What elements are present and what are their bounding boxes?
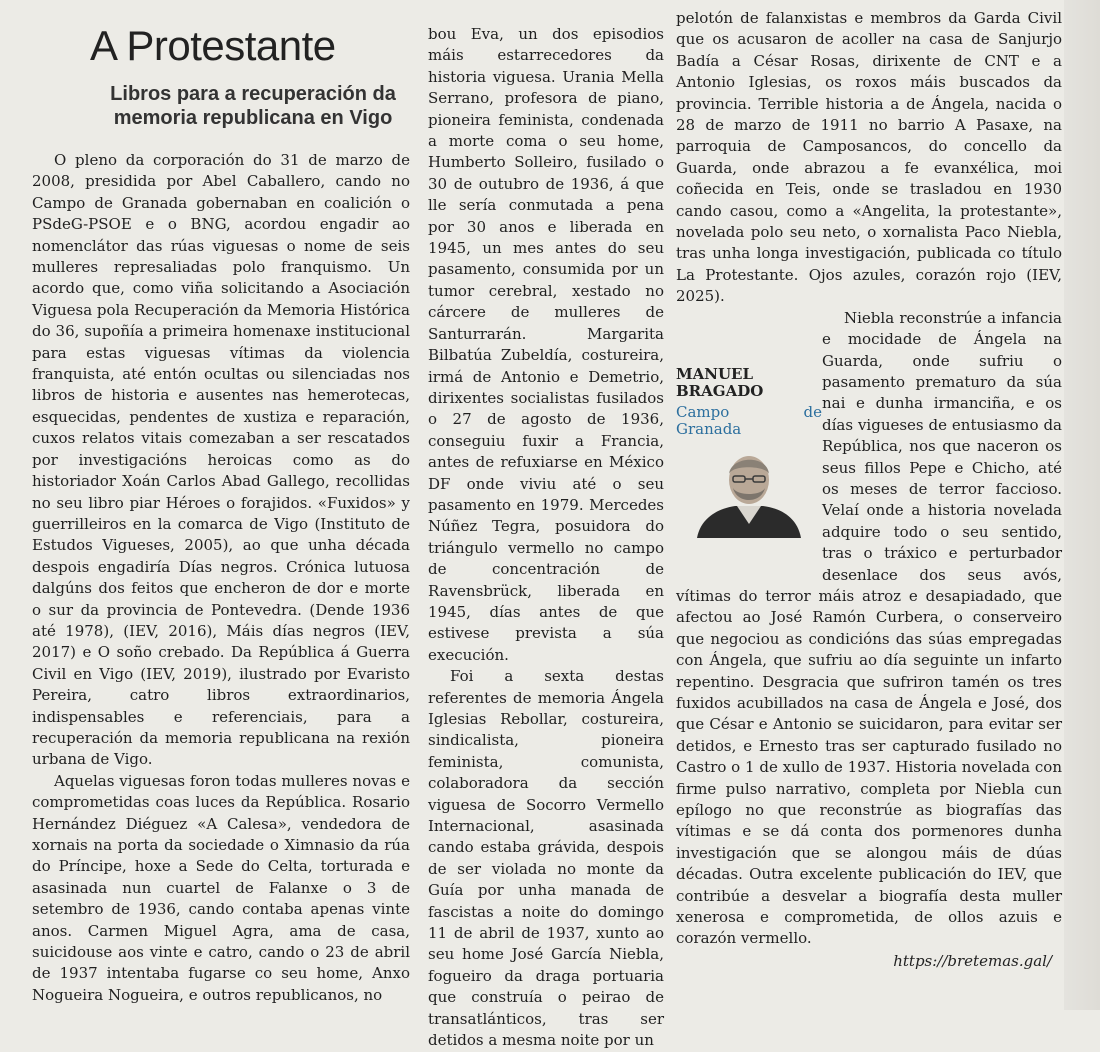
section-name: Campo de Granada	[676, 402, 822, 438]
source-url: https://bretemas.gal/	[893, 952, 1052, 970]
paragraph: pelotón de falanxistas e membros da Garda Civil que os acusaron de acoller na casa de Sanjurjo Badía a César Rosas, dirixente de CNT e a Antonio Iglesias, os roxos máis buscados da provincia. Terrible historia a de Ángela, nacida o 28 de marzo de 1911 no barrio A Pasaxe, na parroquia de Camposancos, do concello da Guarda, onde abrazou a fe evanxélica, moi coñecida en Teis, onde se trasladou en 1930 cando casou, como a «Angelita, la protestante», novelada polo seu neto, o xornalista Paco Niebla, tras unha longa investigación, publicada co título La Protestante. Ojos azules, corazón rojo (IEV, 2025).	[676, 9, 1062, 306]
article-column-1	[32, 150, 410, 1006]
author-photo	[687, 446, 811, 538]
paragraph: Niebla reconstrúe a infancia e mocidade de Ángela na Guarda, onde sufriu o pasamento prematuro da súa nai e dunha irmanciña, e os días vigueses de entusiasmo da República, nos que naceron os seus fillos Pepe e Chicho, até os meses de terror faccioso. Velaí onde a historia novelada adquire todo o seu sentido, tras o tráxico e perturbador desenlace dos seus avós, vítimas do terror máis atroz e desapiadado, que afectou ao José Ramón Curbera, o conserveiro que negociou as condicións das súas empregadas con Ángela, que sufriu ao día seguinte un infarto repentino. Desgracia que sufriron tamén os tres fuxidos acubillados na casa de Ángela e José, dos que César e Antonio se suicidaron, para evitar ser detidos, e Ernesto tras ser capturado fusilado no Castro o 1 de xullo de 1937. Historia novelada con firme pulso narrativo, completa por Niebla cun epílogo no que reconstrúe as biografías das vítimas e se dá conta dos pormenores dunha investigación que se alongou máis de dúas décadas. Outra excelente publicación do IEV, que contribúe a desvelar a biografía desta muller xenerosa e comprometida, de ollos azuis e corazón vermello.	[676, 308, 1062, 948]
article-column-3	[676, 8, 1062, 950]
paragraph: O pleno da corporación do 31 de marzo de 2008, presidida por Abel Caballero, cando no Campo de Granada gobernaban en coalición o PSdeG-PSOE e o BNG, acordou engadir ao nomenclátor das rúas viguesas o nome de seis mulleres represaliadas polo franquismo. Un acordo que, como viña solicitando a Asociación Viguesa pola Recuperación da Memoria Histórica do 36, supoñía a primeira homenaxe institucional para estas viguesas vítimas da violencia franquista, até entón ocultas ou silenciadas nos libros de historia e ausentes nas hemerotecas, esquecidas, pendentes de xustiza e reparación, cuxos relatos vitais comezaban a ser rescatados por investigacións heroicas como as do historiador Xoán Carlos Abad Gallego, recollidas no seu libro piar Héroes o forajidos. «Fuxidos» y guerrilleiros en la comarca de Vigo (Instituto de Estudos Vigueses, 2005), ao que unha década despois engadiría Días negros. Crónica lutuosa dalgúns dos feitos que encheron de dor e morte o sur da provincia de Pontevedra. (Dende 1936 até 1978), (IEV, 2016), Máis días negros (IEV, 2017) e O soño crebado. Da República á Guerra Civil en Vigo (IEV, 2019), ilustrado por Evaristo Pereira, catro libros extraordinarios, indispensables e referenciais, para a recuperación da memoria republicana na rexión urbana de Vigo.	[32, 151, 410, 769]
author-first-name: MANUEL	[676, 364, 754, 383]
byline-box	[676, 308, 822, 570]
paragraph: Aquelas viguesas foron todas mulleres novas e comprometidas coas luces da República. Rosario Hernández Diéguez «A Calesa», vendedora de xornais na porta da sociedade o Ximnasio da rúa do Príncipe, hoxe a Sede do Celta, torturada e asasinada nun cuartel de Falanxe o 3 de setembro de 1936, cando contaba apenas vinte anos. Carmen Miguel Agra, ama de casa, suicidouse aos vinte e catro, cando o 23 de abril de 1937 intentaba fugarse co seu home, Anxo Nogueira Nogueira, e outros republicanos, no	[32, 771, 410, 1004]
paragraph: Foi a sexta destas referentes de memoria Ángela Iglesias Rebollar, costureira, sindicalista, pioneira feminista, comunista, colaboradora da sección viguesa de Socorro Vermello Internacional, asasinada cando estaba grávida, despois de ser violada no monte da Guía por unha manada de fascistas a noite do domingo 11 de abril de 1937, xunto ao seu home José García Niebla, fogueiro da draga portuaria que construía o peirao de transatlánticos, tras ser detidos a mesma noite por un	[428, 667, 664, 1050]
paragraph: bou Eva, un dos episodios máis estarrecedores da historia viguesa. Urania Mella Serrano, profesora de piano, pioneira feminista, condenada a morte coma o seu home, Humberto Solleiro, fusilado o 30 de outubro de 1936, á que lle sería conmutada a pena por 30 anos e liberada en 1945, un mes antes do seu pasamento, consumida por un tumor cerebral, xestado no cárcere de mulleres de Santurrarán. Margarita Bilbatúa Zubeldía, costureira, irmá de Antonio e Demetrio, dirixentes socialistas fusilados o 27 de agosto de 1936, conseguiu fuxir a Francia, antes de refuxiarse en México DF onde viviu até o seu pasamento en 1979. Mercedes Núñez Tegra, posuidora do triángulo vermello no campo de concentración de Ravensbrück, liberada en 1945, días antes de que estivese prevista a súa execución.	[428, 25, 664, 664]
article-subtitle: Libros para a recuperación da memoria republicana en Vigo	[110, 83, 396, 129]
author-last-name: BRAGADO	[676, 381, 764, 400]
article-title: A Protestante	[90, 22, 336, 69]
article-column-2	[428, 24, 664, 1052]
adjacent-page-edge	[1064, 0, 1100, 1010]
